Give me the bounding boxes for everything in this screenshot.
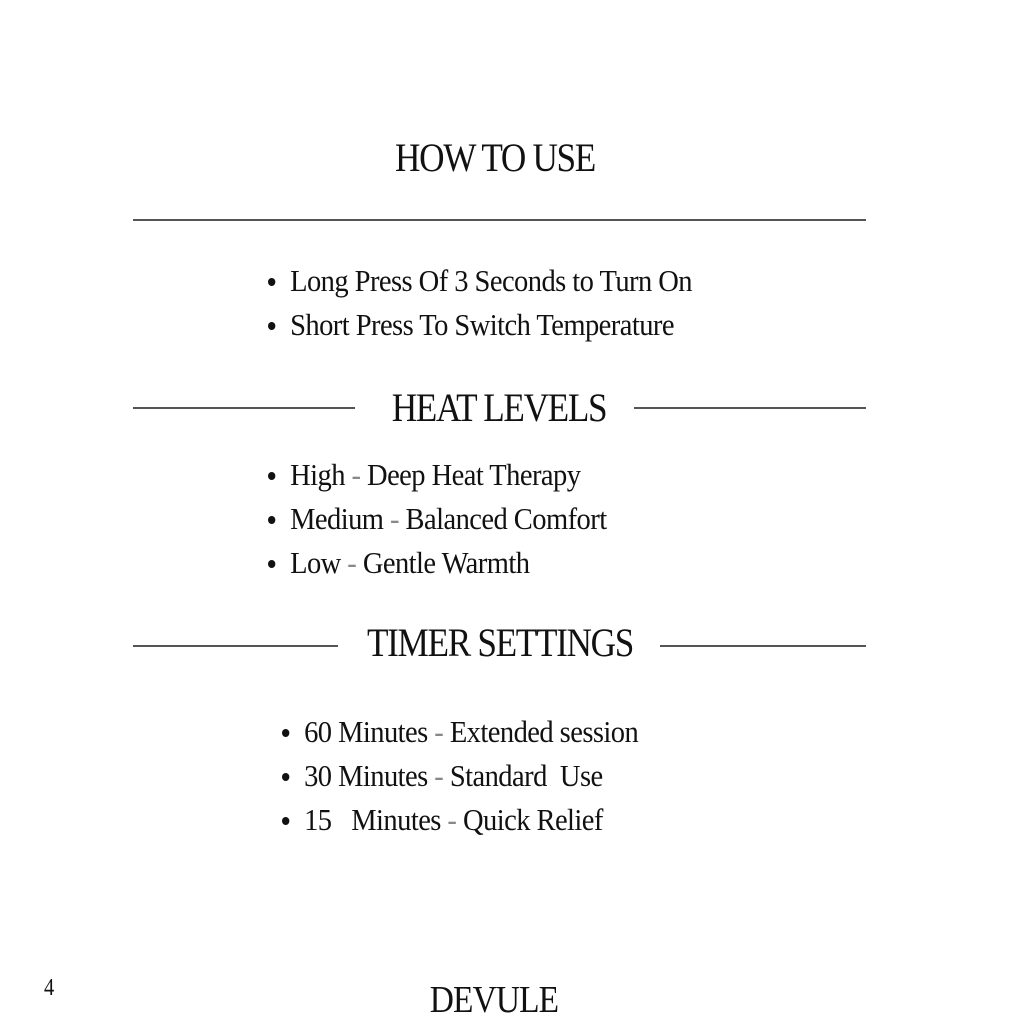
timer-settings-heading: TIMER SETTINGS (366, 620, 634, 665)
bullet-icon (282, 729, 289, 737)
bullet-icon (282, 773, 289, 781)
heading-rule-right (660, 645, 866, 647)
bullet-icon (268, 560, 275, 568)
list-item: High - Deep Heat Therapy (268, 453, 607, 497)
how-to-use-list (268, 259, 729, 347)
bullet-icon (268, 516, 275, 524)
bullet-icon (268, 322, 275, 330)
heat-levels-heading: HEAT LEVELS (391, 385, 607, 430)
page-number: 4 (44, 975, 55, 1001)
heat-levels-list (268, 453, 636, 585)
list-item: 60 Minutes - Extended session (282, 710, 638, 754)
list-item: Short Press To Switch Temperature (268, 303, 692, 347)
list-item: 30 Minutes - Standard Use (282, 754, 638, 798)
brand-logo-text: DEVULE (429, 979, 559, 1021)
timer-settings-list (282, 710, 669, 842)
divider-rule (133, 219, 866, 221)
list-item: Low - Gentle Warmth (268, 541, 607, 585)
heading-rule-right (634, 407, 866, 409)
list-item: Long Press Of 3 Seconds to Turn On (268, 259, 692, 303)
how-to-use-heading: HOW TO USE (395, 135, 595, 180)
heading-rule-left (133, 645, 338, 647)
heading-rule-left (133, 407, 355, 409)
list-item: Medium - Balanced Comfort (268, 497, 607, 541)
bullet-icon (268, 278, 275, 286)
bullet-icon (268, 472, 275, 480)
bullet-icon (282, 817, 289, 825)
list-item: 15 Minutes - Quick Relief (282, 798, 638, 842)
